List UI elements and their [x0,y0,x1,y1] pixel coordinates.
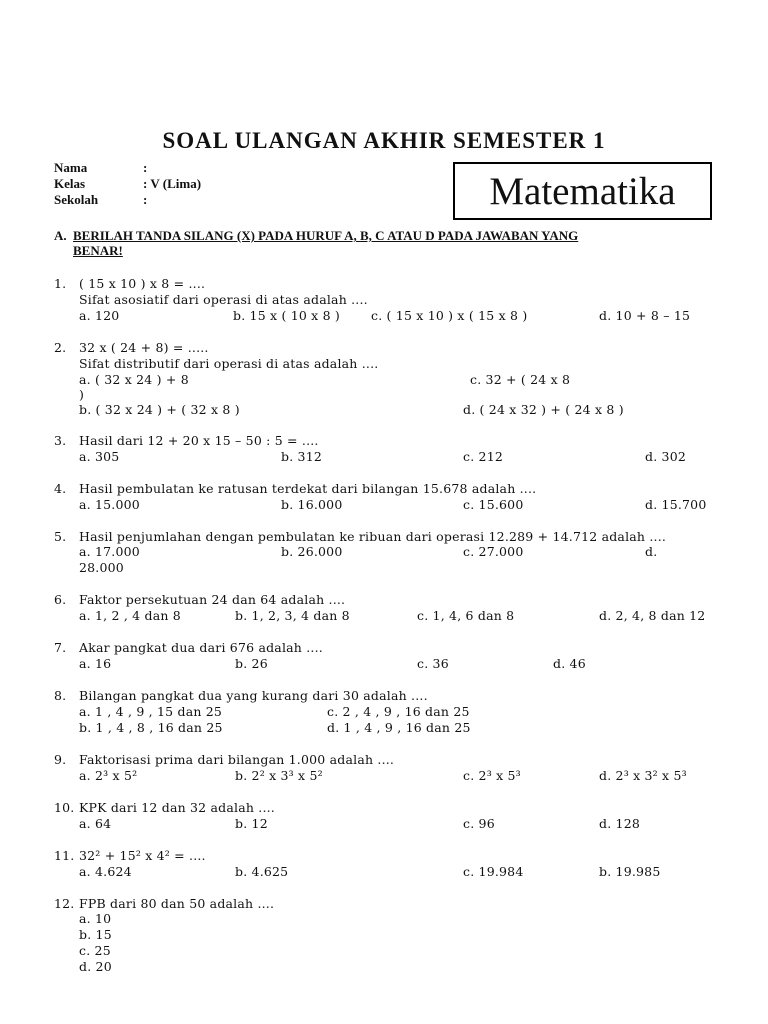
option-b[interactable]: b. 16.000 [281,497,343,512]
option-d[interactable]: d. 15.700 [645,497,707,512]
option-b[interactable]: b. 26.000 [281,544,343,559]
field-label-kelas: Kelas [54,176,86,191]
option-b[interactable]: b. ( 32 x 24 ) + ( 32 x 8 ) [79,402,240,417]
option-c[interactable]: c. 36 [417,656,449,671]
option-d[interactable]: d. 1 , 4 , 9 , 16 dan 25 [327,720,471,735]
question-stem: Faktorisasi prima dari bilangan 1.000 adalah .... [79,752,395,767]
question-stem: 32² + 15² x 4² = .... [79,848,206,863]
option-b[interactable]: b. 26 [235,656,268,671]
option-c[interactable]: c. 27.000 [463,544,524,559]
question-number: 7. [54,640,67,655]
option-b[interactable]: b. 312 [281,449,323,464]
option-b[interactable]: b. 4.625 [235,864,289,879]
option-c[interactable]: c. 2³ x 5³ [463,768,521,783]
question-number: 9. [54,752,67,767]
option-a[interactable]: a. 10 [79,911,112,926]
question-number: 8. [54,688,67,703]
option-c[interactable]: c. 19.984 [463,864,524,879]
option-d[interactable]: d. 2, 4, 8 dan 12 [599,608,706,623]
option-a[interactable]: a. 4.624 [79,864,132,879]
option-a[interactable]: a. 16 [79,656,112,671]
field-label-nama: Nama [54,160,88,175]
option-c[interactable]: c. 32 + ( 24 x 8 [470,372,571,387]
option-c[interactable]: c. 96 [463,816,495,831]
field-label-sekolah: Sekolah [54,192,99,207]
option-d-value: 28.000 [79,560,124,575]
option-c[interactable]: c. 1, 4, 6 dan 8 [417,608,515,623]
option-b[interactable]: b. 1 , 4 , 8 , 16 dan 25 [79,720,223,735]
question-stem: KPK dari 12 dan 32 adalah .... [79,800,275,815]
question-number: 12. [54,896,75,911]
option-a[interactable]: a. 120 [79,308,120,323]
option-d[interactable]: d. [645,544,658,559]
field-value-nama: : [143,160,148,175]
option-c[interactable]: c. 15.600 [463,497,524,512]
option-d[interactable]: d. 128 [599,816,641,831]
option-c-overflow: ) [79,387,85,402]
subject-box [453,162,712,220]
option-c[interactable]: c. 212 [463,449,504,464]
option-d[interactable]: b. 19.985 [599,864,661,879]
question-stem: Bilangan pangkat dua yang kurang dari 30 adalah .... [79,688,428,703]
section-instruction-line2: BENAR! [73,243,123,258]
question-stem: Hasil dari 12 + 20 x 15 – 50 : 5 = .... [79,433,319,448]
option-c[interactable]: c. 25 [79,943,111,958]
question-stem: Hasil penjumlahan dengan pembulatan ke ribuan dari operasi 12.289 + 14.712 adalah .... [79,529,667,544]
option-b[interactable]: b. 2² x 3³ x 5² [235,768,323,783]
question-stem: Hasil pembulatan ke ratusan terdekat dari bilangan 15.678 adalah .... [79,481,537,496]
option-d[interactable]: d. 20 [79,959,112,974]
question-number: 3. [54,433,67,448]
option-b[interactable]: b. 15 [79,927,112,942]
option-b[interactable]: b. 15 x ( 10 x 8 ) [233,308,341,323]
field-value-sekolah: : [143,192,148,207]
question-number: 1. [54,276,67,291]
option-a[interactable]: a. 64 [79,816,112,831]
question-stem: 32 x ( 24 + 8) = ..... [79,340,209,355]
question-stem: Akar pangkat dua dari 676 adalah .... [79,640,323,655]
page-title: SOAL ULANGAN AKHIR SEMESTER 1 [162,128,606,153]
option-c[interactable]: c. ( 15 x 10 ) x ( 15 x 8 ) [371,308,528,323]
section-letter: A. [54,228,67,243]
question-sub: Sifat asosiatif dari operasi di atas adalah .... [79,292,368,307]
option-d[interactable]: d. 302 [645,449,687,464]
question-number: 6. [54,592,67,607]
question-number: 10. [54,800,75,815]
question-stem: FPB dari 80 dan 50 adalah .... [79,896,275,911]
option-a[interactable]: a. 2³ x 5² [79,768,138,783]
question-number: 2. [54,340,67,355]
option-d[interactable]: d. 46 [553,656,586,671]
option-d[interactable]: d. 10 + 8 – 15 [599,308,691,323]
subject-label: Matematika [489,169,676,213]
option-b[interactable]: b. 1, 2, 3, 4 dan 8 [235,608,350,623]
option-c[interactable]: c. 2 , 4 , 9 , 16 dan 25 [327,704,470,719]
question-stem: ( 15 x 10 ) x 8 = .... [79,276,206,291]
option-b[interactable]: b. 12 [235,816,268,831]
question-number: 11. [54,848,75,863]
question-stem: Faktor persekutuan 24 dan 64 adalah .... [79,592,346,607]
option-a[interactable]: a. 17.000 [79,544,140,559]
question-number: 5. [54,529,67,544]
option-d[interactable]: d. 2³ x 3² x 5³ [599,768,687,783]
option-a[interactable]: a. ( 32 x 24 ) + 8 [79,372,189,387]
option-a[interactable]: a. 1 , 4 , 9 , 15 dan 25 [79,704,223,719]
option-a[interactable]: a. 1, 2 , 4 dan 8 [79,608,181,623]
option-a[interactable]: a. 15.000 [79,497,140,512]
option-a[interactable]: a. 305 [79,449,120,464]
section-instruction-line1: BERILAH TANDA SILANG (X) PADA HURUF A, B, C ATAU D PADA JAWABAN YANG [73,228,579,243]
option-d[interactable]: d. ( 24 x 32 ) + ( 24 x 8 ) [463,402,624,417]
field-value-kelas: : V (Lima) [143,176,202,191]
question-number: 4. [54,481,67,496]
question-sub: Sifat distributif dari operasi di atas adalah .... [79,356,379,371]
